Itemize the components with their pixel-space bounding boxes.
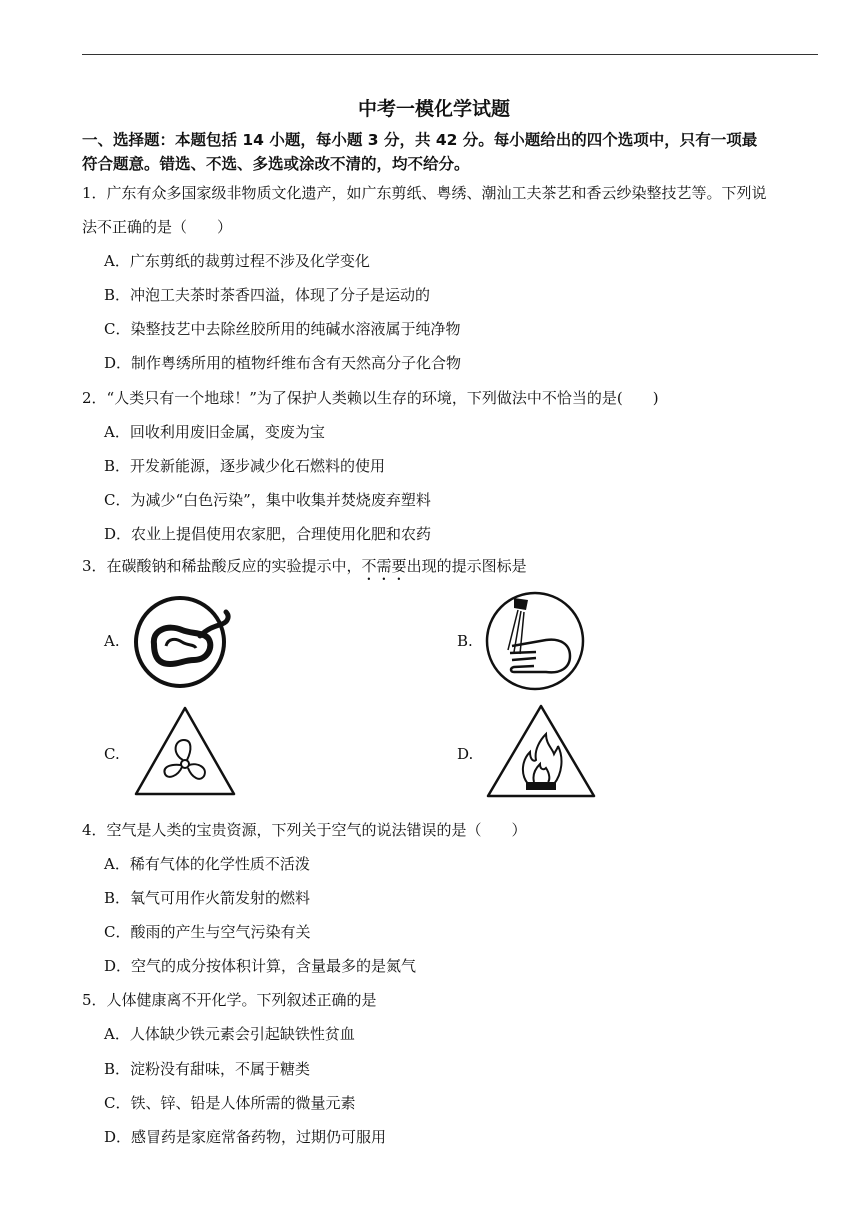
q2-option-b[interactable]: B．开发新能源，逐步减少化石燃料的使用 bbox=[104, 457, 386, 475]
section-heading-line1: 一、选择题：本题包括 14 小题，每小题 3 分，共 42 分。每小题给出的四个选项中，只有一项最 bbox=[82, 131, 758, 149]
q4-option-a[interactable]: A．稀有气体的化学性质不活泼 bbox=[104, 855, 310, 873]
section-heading bbox=[82, 128, 822, 176]
q5-option-c[interactable]: C．铁、锌、铅是人体所需的微量元素 bbox=[104, 1094, 356, 1112]
q3-stem-after: 出现的提示图标是 bbox=[406, 557, 527, 575]
q2-option-c[interactable]: C．为减少“白色污染”，集中收集并焚烧废弃塑料 bbox=[104, 491, 431, 509]
q3-label-b[interactable]: B. bbox=[457, 632, 473, 650]
flammable-fire-icon[interactable] bbox=[484, 702, 598, 800]
q3-stem-before: 3．在碳酸钠和稀盐酸反应的实验提示中， bbox=[82, 557, 362, 575]
q1-stem-line2: 法不正确的是（ ） bbox=[82, 218, 233, 236]
q5-option-d[interactable]: D．感冒药是家庭常备药物，过期仍可服用 bbox=[104, 1128, 387, 1146]
q1-option-d[interactable]: D．制作粤绣所用的植物纤维布含有天然高分子化合物 bbox=[104, 354, 462, 372]
q1-option-b[interactable]: B．冲泡工夫茶时茶香四溢，体现了分子是运动的 bbox=[104, 286, 431, 304]
q1-stem-line1: 1．广东有众多国家级非物质文化遗产，如广东剪纸、粤绣、潮汕工夫茶艺和香云纱染整技艺等。下列说 bbox=[82, 184, 767, 202]
q3-label-a[interactable]: A. bbox=[104, 632, 120, 650]
wash-hands-icon[interactable] bbox=[484, 590, 586, 692]
q1-option-c[interactable]: C．染整技艺中去除丝胶所用的纯碱水溶液属于纯净物 bbox=[104, 320, 461, 338]
q1-option-a[interactable]: A．广东剪纸的裁剪过程不涉及化学变化 bbox=[104, 252, 370, 270]
q5-stem: 5．人体健康离不开化学。下列叙述正确的是 bbox=[82, 991, 377, 1009]
q4-option-b[interactable]: B．氧气可用作火箭发射的燃料 bbox=[104, 889, 311, 907]
q2-option-d[interactable]: D．农业上提倡使用农家肥，合理使用化肥和农药 bbox=[104, 525, 432, 543]
section-heading-line2: 符合题意。错选、不选、多选或涂改不清的，均不给分。 bbox=[82, 155, 470, 173]
q2-option-a[interactable]: A．回收利用废旧金属，变废为宝 bbox=[104, 423, 325, 441]
q5-option-b[interactable]: B．淀粉没有甜味，不属于糖类 bbox=[104, 1060, 311, 1078]
q5-option-a[interactable]: A．人体缺少铁元素会引起缺铁性贫血 bbox=[104, 1025, 355, 1043]
q4-option-d[interactable]: D．空气的成分按体积计算，含量最多的是氮气 bbox=[104, 957, 417, 975]
q3-label-d[interactable]: D. bbox=[457, 745, 474, 763]
q3-label-c[interactable]: C. bbox=[104, 745, 120, 763]
q4-option-c[interactable]: C．酸雨的产生与空气污染有关 bbox=[104, 923, 311, 941]
header-rule bbox=[82, 54, 818, 55]
ventilation-fan-icon[interactable] bbox=[132, 704, 238, 798]
q3-stem bbox=[82, 555, 527, 584]
page-title: 中考一模化学试题 bbox=[357, 98, 510, 120]
q4-stem: 4．空气是人类的宝贵资源，下列关于空气的说法错误的是（ ） bbox=[82, 821, 527, 839]
hot-object-icon[interactable] bbox=[132, 594, 236, 690]
q3-stem-emphasis: 不需要 bbox=[361, 557, 407, 575]
q2-stem: 2．“人类只有一个地球！”为了保护人类赖以生存的环境，下列做法中不恰当的是( ) bbox=[82, 389, 659, 407]
